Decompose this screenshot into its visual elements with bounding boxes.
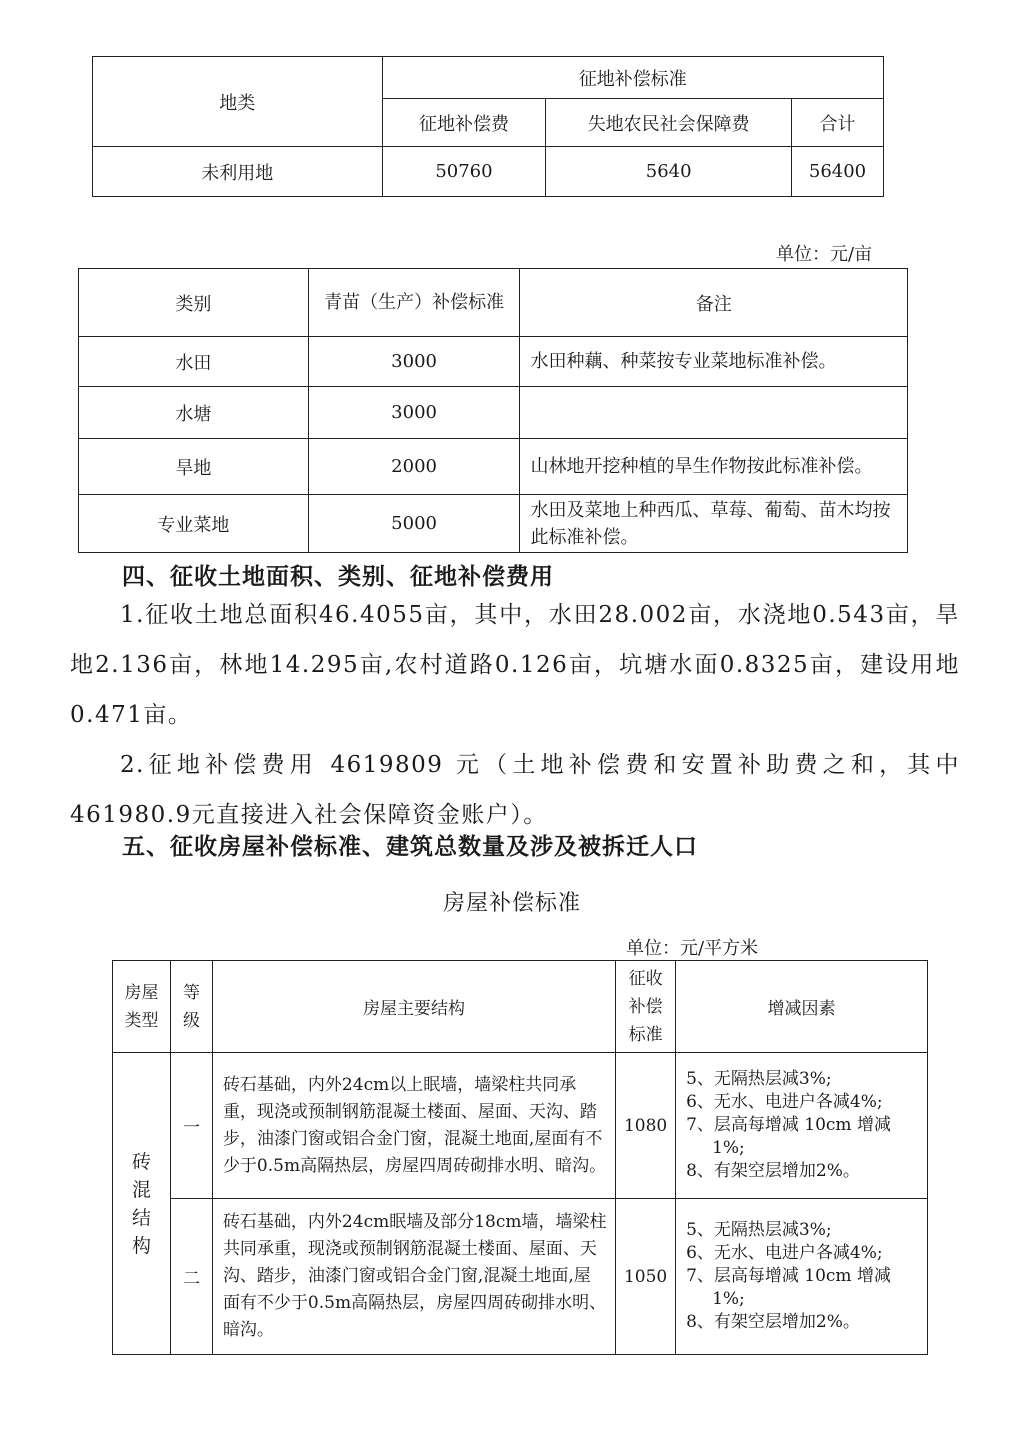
category-cell: 水田 [79, 337, 309, 387]
header-grade: 等级 [170, 961, 212, 1053]
header-total: 合计 [792, 99, 884, 147]
factor-line: 7、层高每增减 10cm 增减 [686, 1115, 891, 1135]
header-crop-standard: 青苗（生产）补偿标准 [308, 269, 520, 337]
category-cell: 专业菜地 [79, 495, 309, 553]
table-row [93, 147, 884, 197]
header-note: 备注 [520, 269, 908, 337]
standard-cell: 2000 [308, 439, 520, 495]
factor-line: 8、有架空层增加2%。 [686, 1312, 860, 1332]
section-5-heading: 五、征收房屋补偿标准、建筑总数量及涉及被拆迁人口 [122, 833, 698, 860]
factors-cell [676, 1053, 928, 1199]
note-cell: 山林地开挖种植的旱生作物按此标准补偿。 [520, 439, 908, 495]
section-4-body [70, 590, 960, 840]
factor-line: 6、无水、电进户各减4%; [686, 1243, 883, 1263]
factor-line: 5、无隔热层减3%; [686, 1220, 832, 1240]
table-row [79, 387, 908, 439]
grade-cell: 二 [170, 1199, 212, 1355]
category-cell: 水塘 [79, 387, 309, 439]
factor-line: 8、有架空层增加2%。 [686, 1161, 860, 1181]
table-row [79, 495, 908, 553]
standard-cell: 1080 [616, 1053, 676, 1199]
housing-compensation-table [112, 960, 928, 1355]
category-cell: 旱地 [79, 439, 309, 495]
total-cell: 56400 [792, 147, 884, 197]
header-standard: 征收补偿标准 [616, 961, 676, 1053]
header-compensation-fee: 征地补偿费 [382, 99, 546, 147]
standard-cell: 1050 [616, 1199, 676, 1355]
grade-cell: 一 [170, 1053, 212, 1199]
paragraph-compensation-total: 2.征地补偿费用 4619809 元（土地补偿费和安置补助费之和，其中461980.9元直接进入社会保障资金账户）。 [70, 752, 960, 828]
header-category: 类别 [79, 269, 309, 337]
social-security-cell: 5640 [546, 147, 792, 197]
table-row [79, 439, 908, 495]
structure-cell: 砖石基础，内外24cm眠墙及部分18cm墙，墙梁柱共同承重，现浇或预制钢筋混凝土楼面、屋面、天沟、踏步，油漆门窗或铝合金门窗,混凝土地面,屋面有不少于0.5m高隔热层，房屋四周砖砌排水明、暗沟。 [212, 1199, 615, 1355]
factor-line: 7、层高每增减 10cm 增减 [686, 1266, 891, 1286]
factor-line: 5、无隔热层减3%; [686, 1069, 832, 1089]
header-factors: 增减因素 [676, 961, 928, 1053]
header-structure: 房屋主要结构 [212, 961, 615, 1053]
crop-compensation-table [78, 268, 908, 553]
factor-line: 1%; [712, 1289, 745, 1309]
section-4-heading: 四、征收土地面积、类别、征地补偿费用 [122, 563, 554, 590]
table-row [113, 1053, 928, 1199]
standard-cell: 3000 [308, 337, 520, 387]
note-cell: 水田及菜地上种西瓜、草莓、葡萄、苗木均按此标准补偿。 [520, 495, 908, 553]
table-row [113, 1199, 928, 1355]
unit-label: 单位：元/亩 [776, 244, 873, 265]
standard-cell: 5000 [308, 495, 520, 553]
header-land-type: 地类 [93, 57, 383, 147]
housing-unit-label: 单位：元/平方米 [626, 938, 759, 959]
header-compensation-standard: 征地补偿标准 [382, 57, 883, 99]
house-type-cell: 砖混结构 [113, 1053, 171, 1355]
factors-cell [676, 1199, 928, 1355]
table-row [79, 337, 908, 387]
paragraph-land-area: 1.征收土地总面积46.4055亩，其中，水田28.002亩，水浇地0.543亩，旱地2.136亩，林地14.295亩,农村道路0.126亩，坑塘水面0.8325亩，建设用地0.471亩。 [70, 602, 960, 728]
factor-line: 1%; [712, 1138, 745, 1158]
housing-table-title: 房屋补偿标准 [442, 891, 581, 916]
structure-cell: 砖石基础，内外24cm以上眠墙，墙梁柱共同承重，现浇或预制钢筋混凝土楼面、屋面、天沟、踏步，油漆门窗或铝合金门窗，混凝土地面,屋面有不少于0.5m高隔热层，房屋四周砖砌排水明、暗沟。 [212, 1053, 615, 1199]
header-social-security-fee: 失地农民社会保障费 [546, 99, 792, 147]
land-compensation-table [92, 56, 884, 197]
note-cell [520, 387, 908, 439]
header-house-type: 房屋类型 [113, 961, 171, 1053]
note-cell: 水田种藕、种菜按专业菜地标准补偿。 [520, 337, 908, 387]
standard-cell: 3000 [308, 387, 520, 439]
compensation-cell: 50760 [382, 147, 546, 197]
land-type-cell: 未利用地 [93, 147, 383, 197]
factor-line: 6、无水、电进户各减4%; [686, 1092, 883, 1112]
